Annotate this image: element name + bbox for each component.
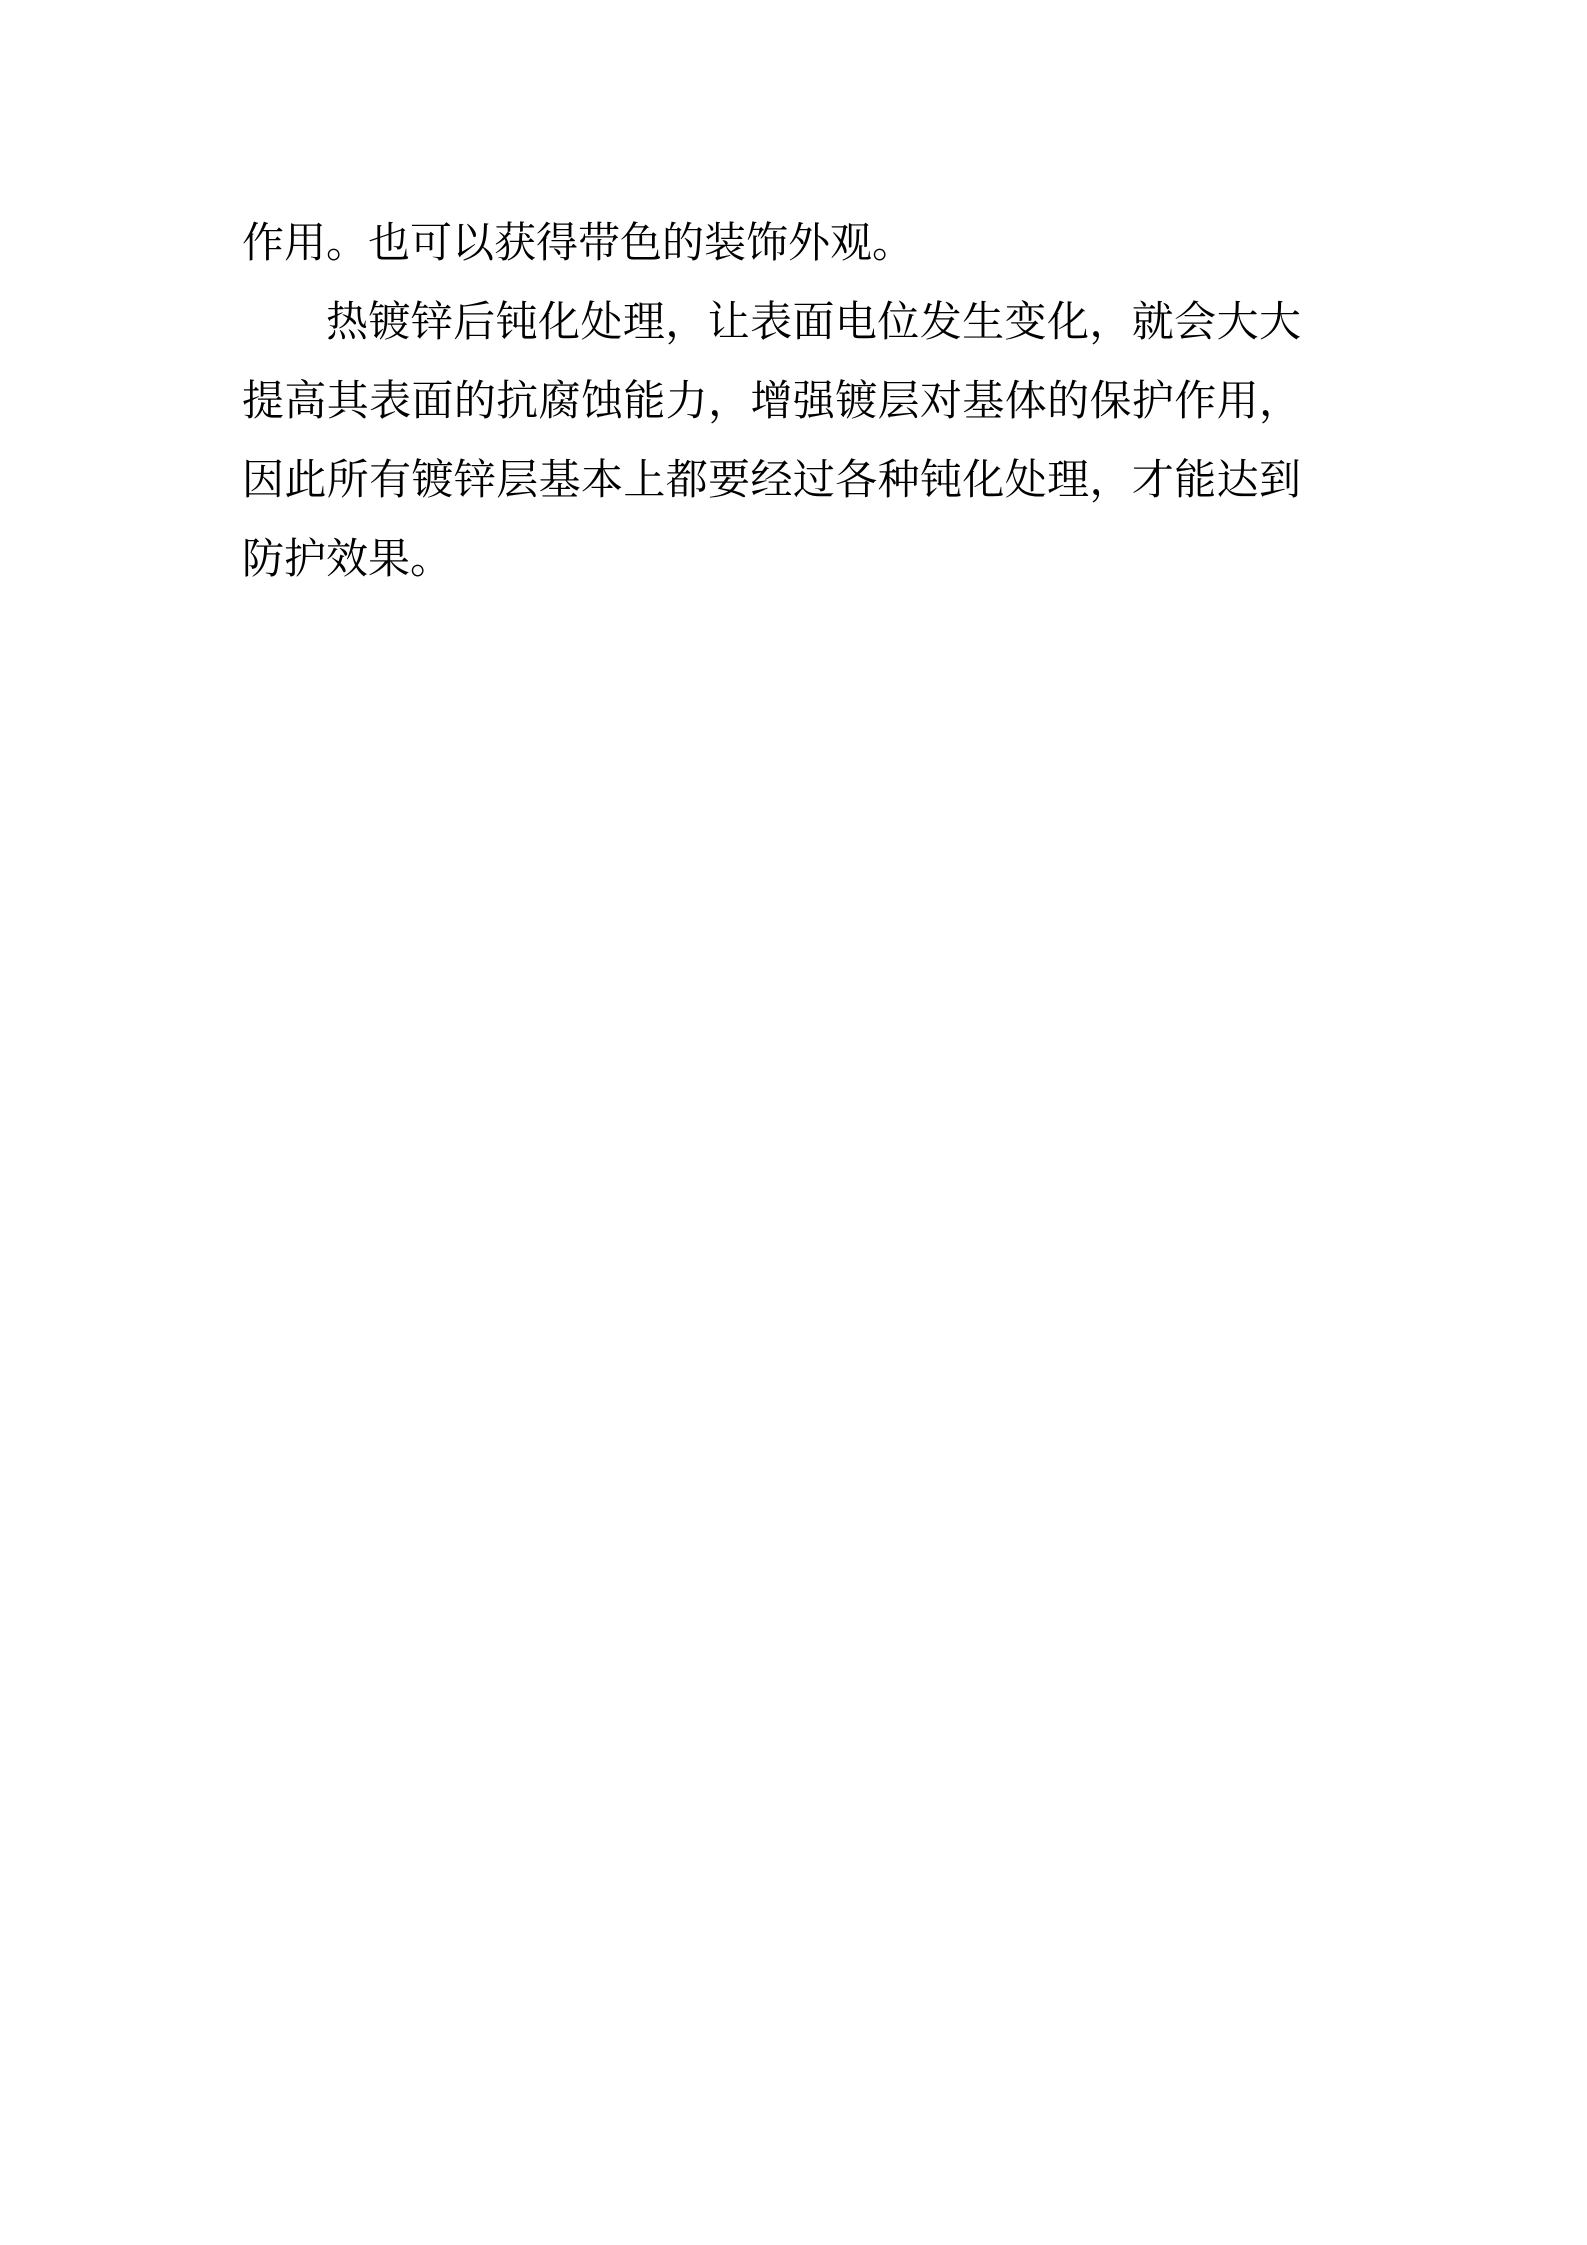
paragraph-passivation: 热镀锌后钝化处理，让表面电位发生变化，就会大大提高其表面的抗腐蚀能力，增强镀层对基体的保护作用，因此所有镀锌层基本上都要经过各种钝化处理，才能达到防护效果。 xyxy=(242,297,1301,583)
paragraph-continuation: 作用。也可以获得带色的装饰外观。 xyxy=(242,218,915,267)
document-text-block xyxy=(242,203,1301,598)
